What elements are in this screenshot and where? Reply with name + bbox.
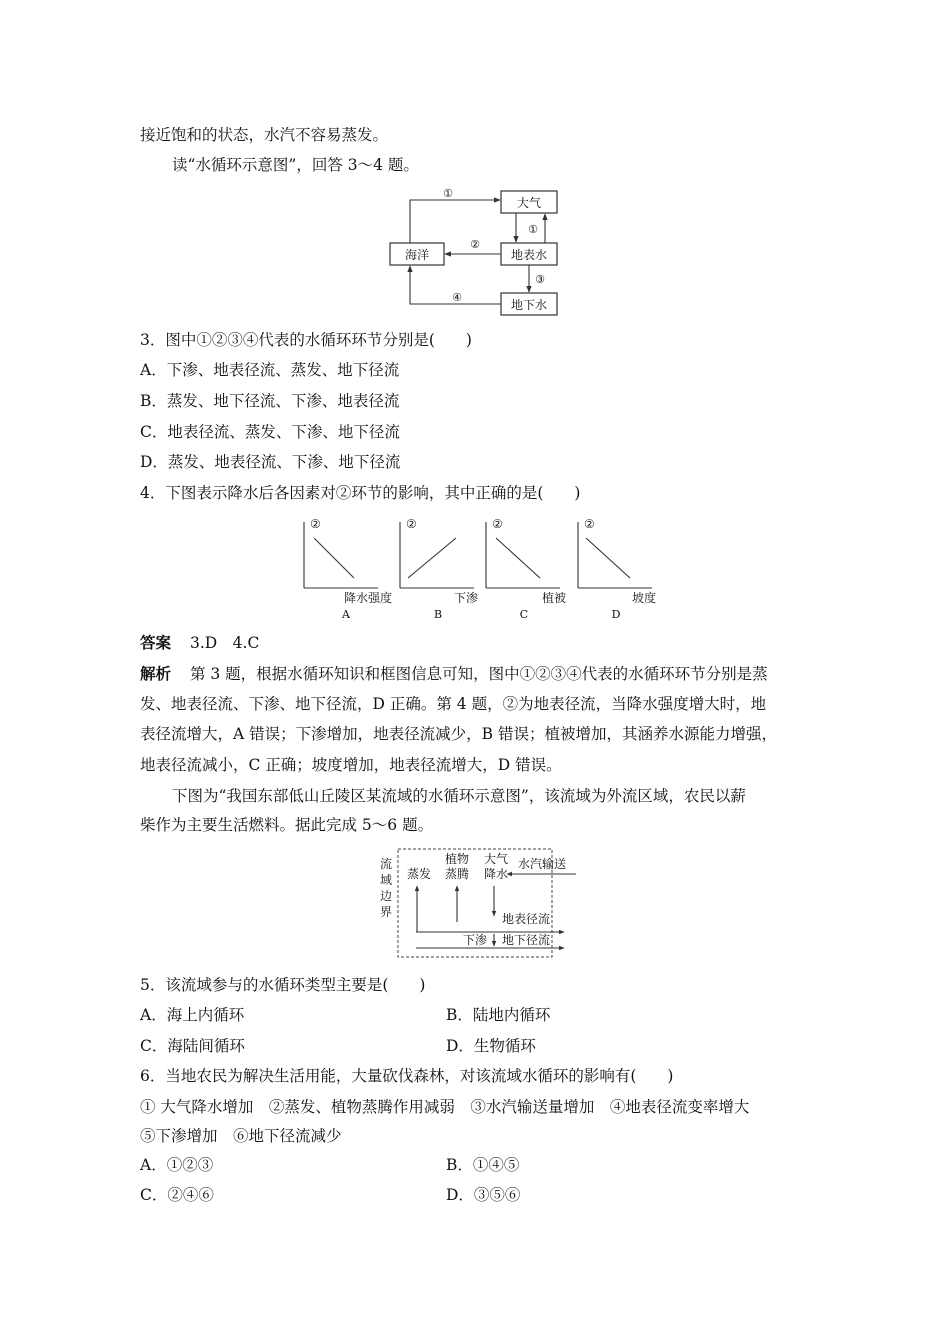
graph-a-x-label: 降水强度	[343, 591, 392, 605]
graph-c-line	[496, 538, 540, 578]
precip-label-2: 降水	[483, 867, 509, 881]
q3-option-b: B．蒸发、地下径流、下渗、地表径流	[140, 392, 400, 410]
precip-label-1: 大气	[483, 852, 509, 866]
q6-items-line-2: ⑤下渗增加 ⑥地下径流减少	[140, 1127, 342, 1145]
q5-option-c: C．海陆间循环	[140, 1037, 245, 1055]
plant-label-2: 蒸腾	[444, 867, 470, 881]
marker-4: ④	[452, 291, 462, 304]
analysis-text-1: 第 3 题，根据水循环知识和框图信息可知，图中①②③④代表的水循环环节分别是蒸	[189, 665, 768, 683]
analysis-line-1	[140, 664, 768, 684]
graph-d-letter: D	[611, 608, 621, 620]
q5-option-a: A．海上内循环	[140, 1006, 245, 1024]
q4-stem: 4．下图表示降水后各因素对②环节的影响，其中正确的是( )	[140, 484, 581, 502]
graph-a-letter: A	[342, 608, 350, 620]
answer-label: 答案	[140, 633, 172, 652]
graph-a-axes	[304, 522, 378, 588]
infiltration-label: 下渗	[462, 933, 488, 947]
q3-option-a: A．下渗、地表径流、蒸发、地下径流	[140, 361, 400, 379]
water-cycle-diagram	[388, 186, 568, 318]
graph-b	[400, 517, 478, 620]
q5-stem: 5．该流域参与的水循环类型主要是( )	[140, 976, 426, 994]
graph-c-y-label: ②	[492, 517, 503, 531]
vapor-transport-label: 水汽输送	[517, 857, 567, 871]
q3-stem: 3．图中①②③④代表的水循环环节分别是( )	[140, 331, 472, 349]
boundary-char-2: 域	[379, 873, 393, 887]
graph-a-y-label: ②	[310, 517, 321, 531]
marker-3: ③	[535, 273, 545, 286]
q6-option-b: B．①④⑤	[446, 1156, 520, 1174]
analysis-line-4: 地表径流减小，C 正确；坡度增加，地表径流增大，D 错误。	[140, 756, 562, 774]
evaporation-label: 蒸发	[406, 867, 432, 881]
atmosphere-label: 大气	[516, 196, 542, 210]
q6-option-a: A．①②③	[140, 1156, 214, 1174]
graph-c-axes	[486, 522, 560, 588]
analysis-line-3: 表径流增大，A 错误；下渗增加，地表径流减少，B 错误；植被增加，其涵养水源能力增强，	[140, 725, 777, 743]
q3-option-c: C．地表径流、蒸发、下渗、地下径流	[140, 423, 400, 441]
q6-stem: 6．当地农民为解决生活用能，大量砍伐森林，对该流域水循环的影响有( )	[140, 1067, 674, 1085]
plant-label-1: 植物	[444, 852, 470, 866]
answer-line	[140, 633, 259, 653]
graph-b-x-label: 下渗	[453, 591, 478, 605]
boundary-char-4: 界	[379, 905, 393, 919]
marker-1-top: ①	[443, 187, 453, 200]
analysis-label: 解析	[140, 664, 172, 683]
passage2-line-1: 下图为“我国东部低山丘陵区某流域的水循环示意图”，该流域为外流区域，农民以薪	[172, 787, 746, 805]
q6-items-line-1: ① 大气降水增加 ②蒸发、植物蒸腾作用减弱 ③水汽输送量增加 ④地表径流变率增大	[140, 1098, 750, 1116]
graph-c-x-label: 植被	[541, 591, 566, 605]
graph-b-letter: B	[433, 608, 443, 620]
graph-d-x-label: 坡度	[631, 591, 656, 605]
graph-d	[578, 517, 656, 620]
graph-b-axes	[400, 522, 474, 588]
q5-option-b: B．陆地内循环	[446, 1006, 551, 1024]
groundwater-runoff-label: 地下径流	[501, 933, 551, 947]
arrow-ocean-to-atmosphere	[410, 200, 500, 243]
graph-a	[304, 517, 392, 620]
boundary-char-3: 边	[379, 889, 393, 903]
boundary-char-1: 流	[379, 857, 393, 871]
q4-graphs	[290, 512, 670, 620]
read-prompt-1: 读“水循环示意图”，回答 3～4 题。	[172, 156, 419, 174]
graph-d-axes	[578, 522, 652, 588]
passage2-line-2: 柴作为主要生活燃料。据此完成 5～6 题。	[140, 816, 434, 834]
q5-option-d: D．生物循环	[446, 1037, 536, 1055]
q6-option-d: D．③⑤⑥	[446, 1186, 521, 1204]
surface-water-label: 地表水	[510, 248, 548, 262]
surface-runoff-label: 地表径流	[501, 912, 551, 926]
q6-option-c: C．②④⑥	[140, 1186, 214, 1204]
graph-c	[486, 517, 566, 620]
graph-b-y-label: ②	[406, 517, 417, 531]
answer-text: 3.D 4.C	[189, 634, 260, 652]
marker-1-right: ①	[528, 223, 538, 236]
graph-d-line	[586, 538, 630, 578]
graph-c-letter: C	[519, 608, 529, 620]
ocean-label: 海洋	[404, 248, 430, 262]
graph-d-y-label: ②	[584, 517, 595, 531]
q3-option-d: D．蒸发、地表径流、下渗、地下径流	[140, 453, 401, 471]
intro-line: 接近饱和的状态，水汽不容易蒸发。	[140, 126, 389, 144]
analysis-line-2: 发、地表径流、下渗、地下径流，D 正确。第 4 题，②为地表径流，当降水强度增大时，地	[140, 695, 767, 713]
groundwater-label: 地下水	[510, 298, 548, 312]
marker-2: ②	[470, 238, 480, 251]
graph-a-line	[314, 538, 354, 578]
watershed-diagram	[376, 846, 596, 964]
graph-b-line	[408, 538, 456, 578]
